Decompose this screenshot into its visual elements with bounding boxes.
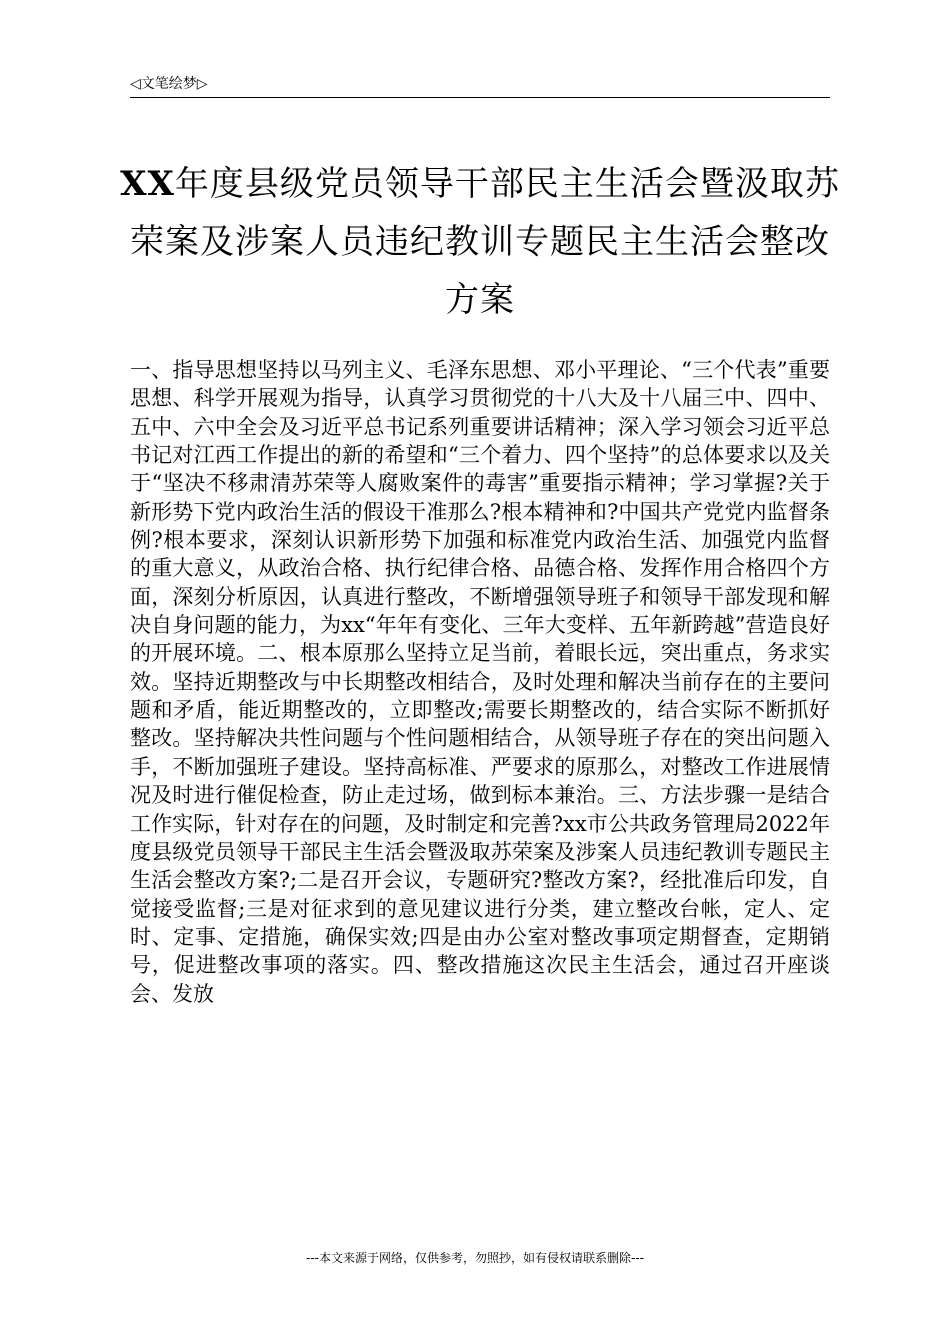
title-text: 年度县级党员领导干部民主生活会暨汲取苏荣案及涉案人员违纪教训专题民主生活会整改方案 [130,164,840,320]
footer-notice: ---本文来源于网络，仅供参考，勿照抄，如有侵权请联系删除--- [306,1251,644,1265]
header-brand: ◁文笔绘梦▷ [130,76,208,92]
document-title [118,155,842,329]
body-paragraph: 一、指导思想坚持以马列主义、毛泽东思想、邓小平理论、“三个代表”重要思想、科学开展观为指导，认真学习贯彻党的十八大及十八届三中、四中、五中、六中全会及习近平总书记系列重要讲话精神；深入学习领会习近平总书记对江西工作提出的新的希望和“三个着力、四个坚持”的总体要求以及关于“坚决不移肃清苏荣等人腐败案件的毒害”重要指示精神；学习掌握?关于新形势下党内政治生活的假设干准那么?根本精神和?中国共产党党内监督条例?根本要求，深刻认识新形势下加强和标准党内政治生活、加强党内监督的重大意义，从政治合格、执行纪律合格、品德合格、发挥作用合格四个方面，深刻分析原因，认真进行整改，不断增强领导班子和领导干部发现和解决自身问题的能力，为xx“年年有变化、三年大变样、五年新跨越”营造良好的开展环境。二、根本原那么坚持立足当前，着眼长远，突出重点，务求实效。坚持近期整改与中长期整改相结合，及时处理和解决当前存在的主要问题和矛盾，能近期整改的，立即整改;需要长期整改的，结合实际不断抓好整改。坚持解决共性问题与个性问题相结合，从领导班子存在的突出问题入手，不断加强班子建设。坚持高标准、严要求的原那么，对整改工作进展情况及时进行催促检查，防止走过场，做到标本兼治。三、方法步骤一是结合工作实际，针对存在的问题，及时制定和完善?xx市公共政务管理局2022年度县级党员领导干部民主生活会暨汲取苏荣案及涉案人员违纪教训专题民主生活会整改方案?;二是召开会议，专题研究?整改方案?，经批准后印发，自觉接受监督;三是对征求到的意见建议进行分类，建立整改台帐，定人、定时、定事、定措施，确保实效;四是由办公室对整改事项定期督查，定期销号，促进整改事项的落实。四、整改措施这次民主生活会，通过召开座谈会、发放 [130,358,830,1006]
title-prefix: XX [120,164,175,204]
header-divider [130,97,830,98]
